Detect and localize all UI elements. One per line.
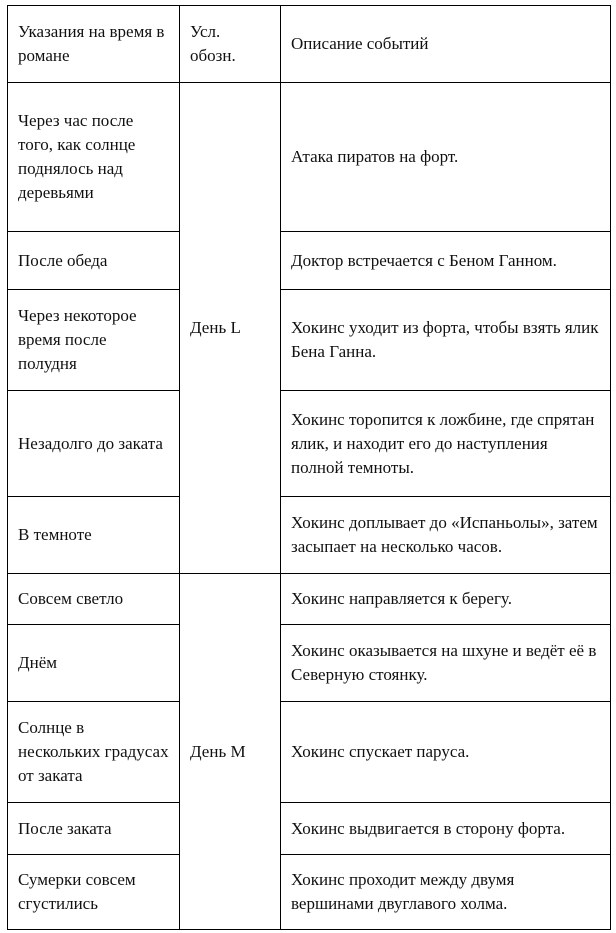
header-row xyxy=(8,6,611,83)
time-cell: В темноте xyxy=(8,497,180,574)
description-cell: Хокинс доплывает до «Испаньолы», затем засыпает на несколько часов. xyxy=(281,497,611,574)
table-row xyxy=(8,702,611,803)
description-cell: Хокинс выдвигается в сторону форта. xyxy=(281,803,611,855)
header-description: Описание событий xyxy=(281,6,611,83)
description-cell: Хокинс спускает паруса. xyxy=(281,702,611,803)
description-cell: Хокинс оказывается на шхуне и ведёт её в Северную стоянку. xyxy=(281,625,611,702)
day-label-l: День L xyxy=(180,83,281,574)
table-row xyxy=(8,290,611,391)
time-cell: Днём xyxy=(8,625,180,702)
time-cell: Незадолго до заката xyxy=(8,391,180,497)
time-cell: Совсем светло xyxy=(8,574,180,625)
table-row xyxy=(8,497,611,574)
table-row xyxy=(8,625,611,702)
time-cell: После заката xyxy=(8,803,180,855)
table-row xyxy=(8,574,611,625)
description-cell: Хокинс уходит из форта, чтобы взять ялик Бена Ганна. xyxy=(281,290,611,391)
table-row xyxy=(8,391,611,497)
time-cell: Сумерки совсем сгустились xyxy=(8,855,180,930)
table-row xyxy=(8,855,611,930)
time-cell: После обеда xyxy=(8,232,180,290)
description-cell: Атака пиратов на форт. xyxy=(281,83,611,232)
time-cell: Через некоторое время после полудня xyxy=(8,290,180,391)
events-timeline-table xyxy=(7,5,611,930)
description-cell: Хокинс направляется к берегу. xyxy=(281,574,611,625)
time-cell: Через час после того, как солнце поднялось над деревьями xyxy=(8,83,180,232)
table-row xyxy=(8,83,611,232)
description-cell: Хокинс торопится к ложбине, где спрятан ялик, и находит его до наступления полной темноты. xyxy=(281,391,611,497)
description-cell: Доктор встречается с Беном Ганном. xyxy=(281,232,611,290)
header-time: Указания на время в романе xyxy=(8,6,180,83)
day-label-m: День M xyxy=(180,574,281,930)
time-cell: Солнце в нескольких градусах от заката xyxy=(8,702,180,803)
header-day: Усл. обозн. xyxy=(180,6,281,83)
description-cell: Хокинс проходит между двумя вершинами двуглавого холма. xyxy=(281,855,611,930)
table-row xyxy=(8,232,611,290)
table-row xyxy=(8,803,611,855)
